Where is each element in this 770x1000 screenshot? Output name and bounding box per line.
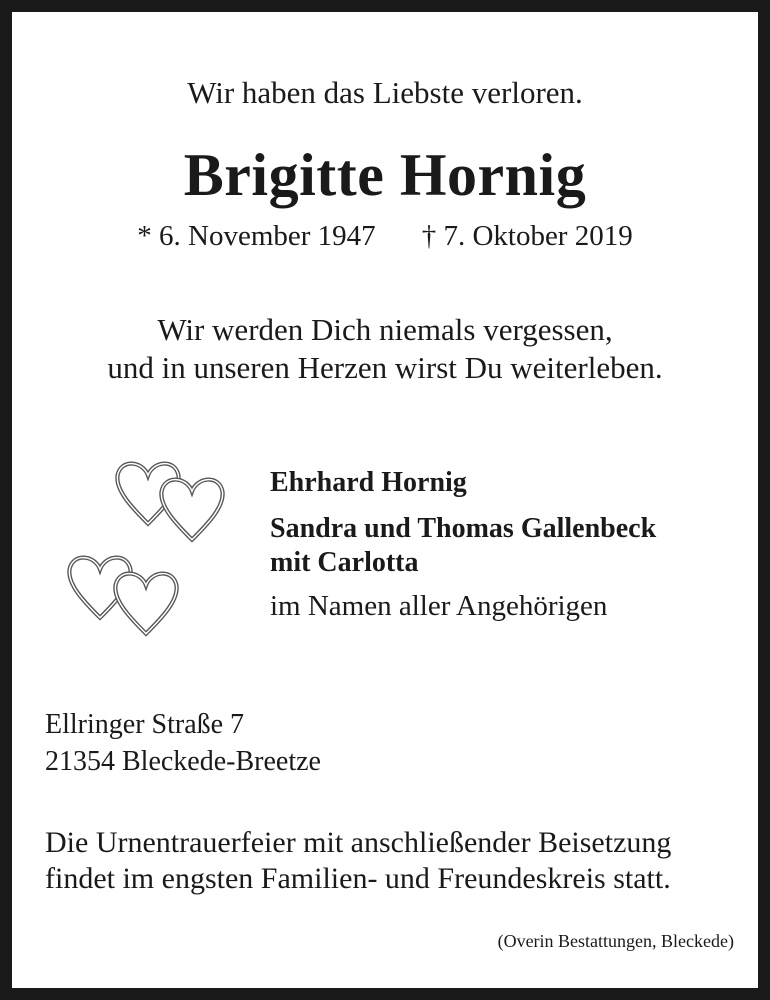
family-name-2-line-1: Sandra und Thomas Gallenbeck <box>270 513 657 544</box>
intro-line: Wir haben das Liebste verloren. <box>187 75 583 110</box>
double-heart-icon <box>117 464 222 540</box>
service-line-1: Die Urnentrauerfeier mit anschließender Beisetzung <box>45 826 672 859</box>
on-behalf-line: im Namen aller Angehörigen <box>270 590 608 622</box>
mourner-address <box>45 706 321 780</box>
service-line-2: findet im engsten Familien- und Freundeskreis statt. <box>45 862 671 895</box>
hearts-decoration <box>62 452 242 642</box>
address-street: Ellringer Straße 7 <box>45 709 245 740</box>
family-name-2-line-2: mit Carlotta <box>270 547 419 578</box>
quote-line-2: und in unseren Herzen wirst Du weiterleben. <box>107 350 663 385</box>
address-city: 21354 Bleckede-Breetze <box>45 746 321 777</box>
quote-line-1: Wir werden Dich niemals vergessen, <box>157 312 613 347</box>
deceased-name: Brigitte Hornig <box>183 142 587 208</box>
memorial-quote <box>12 311 758 387</box>
death-date: † 7. Oktober 2019 <box>421 220 633 252</box>
birth-date: * 6. November 1947 <box>137 220 376 252</box>
double-heart-icon <box>69 558 176 634</box>
undertaker-credit: (Overin Bestattungen, Bleckede) <box>497 931 734 951</box>
service-notice <box>45 825 671 897</box>
life-dates <box>12 218 758 254</box>
family-signatures <box>270 466 750 624</box>
family-name-1: Ehrhard Hornig <box>270 467 467 498</box>
